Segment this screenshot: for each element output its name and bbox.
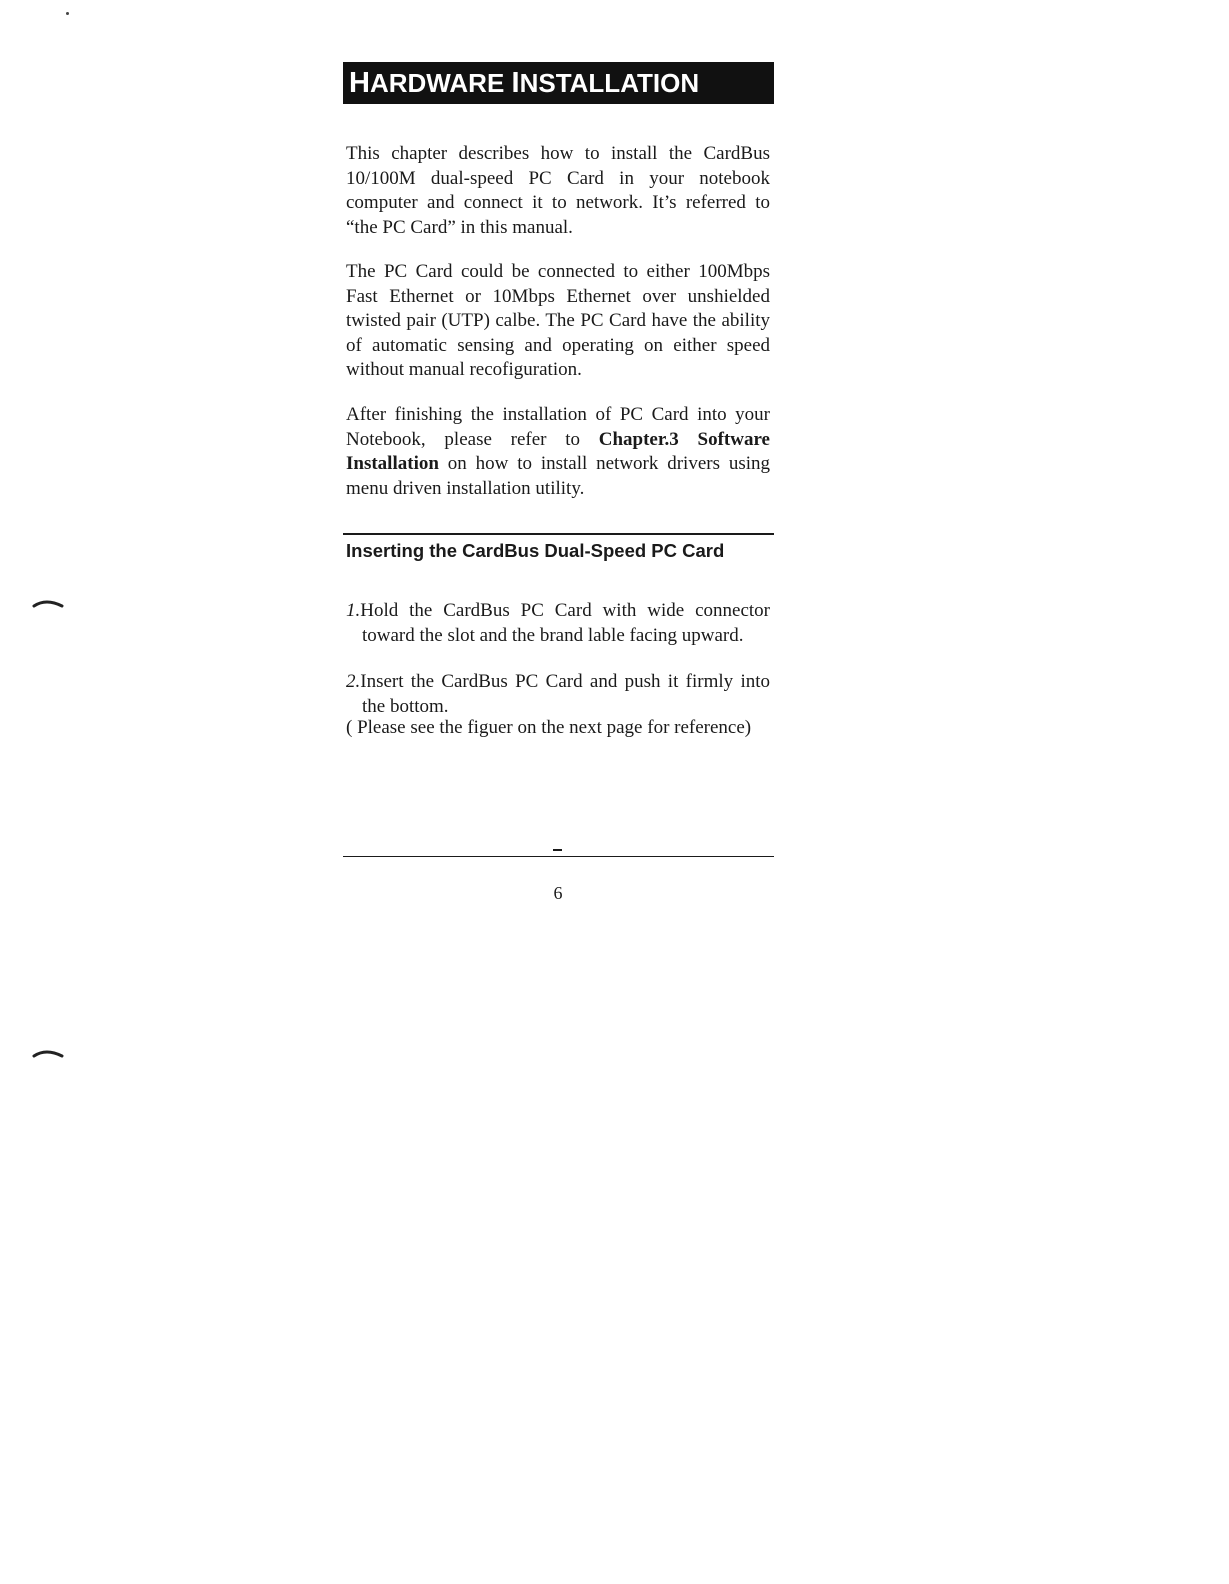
footer-dash (553, 849, 562, 851)
step-item (346, 670, 770, 719)
driver-paragraph-text: After finishing the installation of PC Card into your Notebook, please refer to (346, 404, 770, 450)
chapter-reference: Chapter.3 Software Installation (346, 428, 770, 474)
driver-paragraph-text: on how to install network drivers using menu driven installation utility. (346, 453, 770, 499)
chapter-title-cap: I (511, 67, 520, 99)
chapter-title-rest: NSTALLATION (519, 68, 700, 98)
chapter-title-cap: H (349, 67, 370, 99)
step-first-line (346, 670, 770, 695)
step-first-line (346, 599, 770, 624)
step-number: 1. (346, 600, 361, 621)
reference-note: ( Please see the figuer on the next page for reference) (346, 717, 752, 738)
driver-paragraph (346, 403, 770, 501)
page-number: 6 (553, 883, 563, 903)
step-number: 2. (346, 671, 361, 692)
scan-speck (66, 12, 69, 15)
section-divider (343, 533, 774, 535)
footer-rule (343, 856, 774, 857)
step-text: Insert the CardBus PC Card and push it firmly into (360, 671, 770, 692)
binding-hole-mark (32, 596, 66, 610)
speed-paragraph: The PC Card could be connected to either 100Mbps Fast Ethernet or 10Mbps Ethernet over unshielded twisted pair (UTP) calbe. The PC Card have the ability of automatic sensing and operating on either speed without manual recofiguration. (346, 261, 770, 380)
step-text: Hold the CardBus PC Card with wide connector (360, 600, 770, 621)
intro-paragraph: This chapter describes how to install the CardBus 10/100M dual-speed PC Card in your notebook computer and connect it to network. It’s referred to “the PC Card” in this manual. (346, 143, 770, 238)
step-text-continued: the bottom. (362, 695, 449, 717)
chapter-title (343, 62, 774, 104)
step-item (346, 599, 770, 648)
section-title: Inserting the CardBus Dual-Speed PC Card (346, 540, 725, 561)
chapter-title-rest: ARDWARE (369, 68, 512, 98)
binding-hole-mark (32, 1046, 66, 1060)
step-text-continued: toward the slot and the brand lable facing upward. (362, 624, 744, 646)
